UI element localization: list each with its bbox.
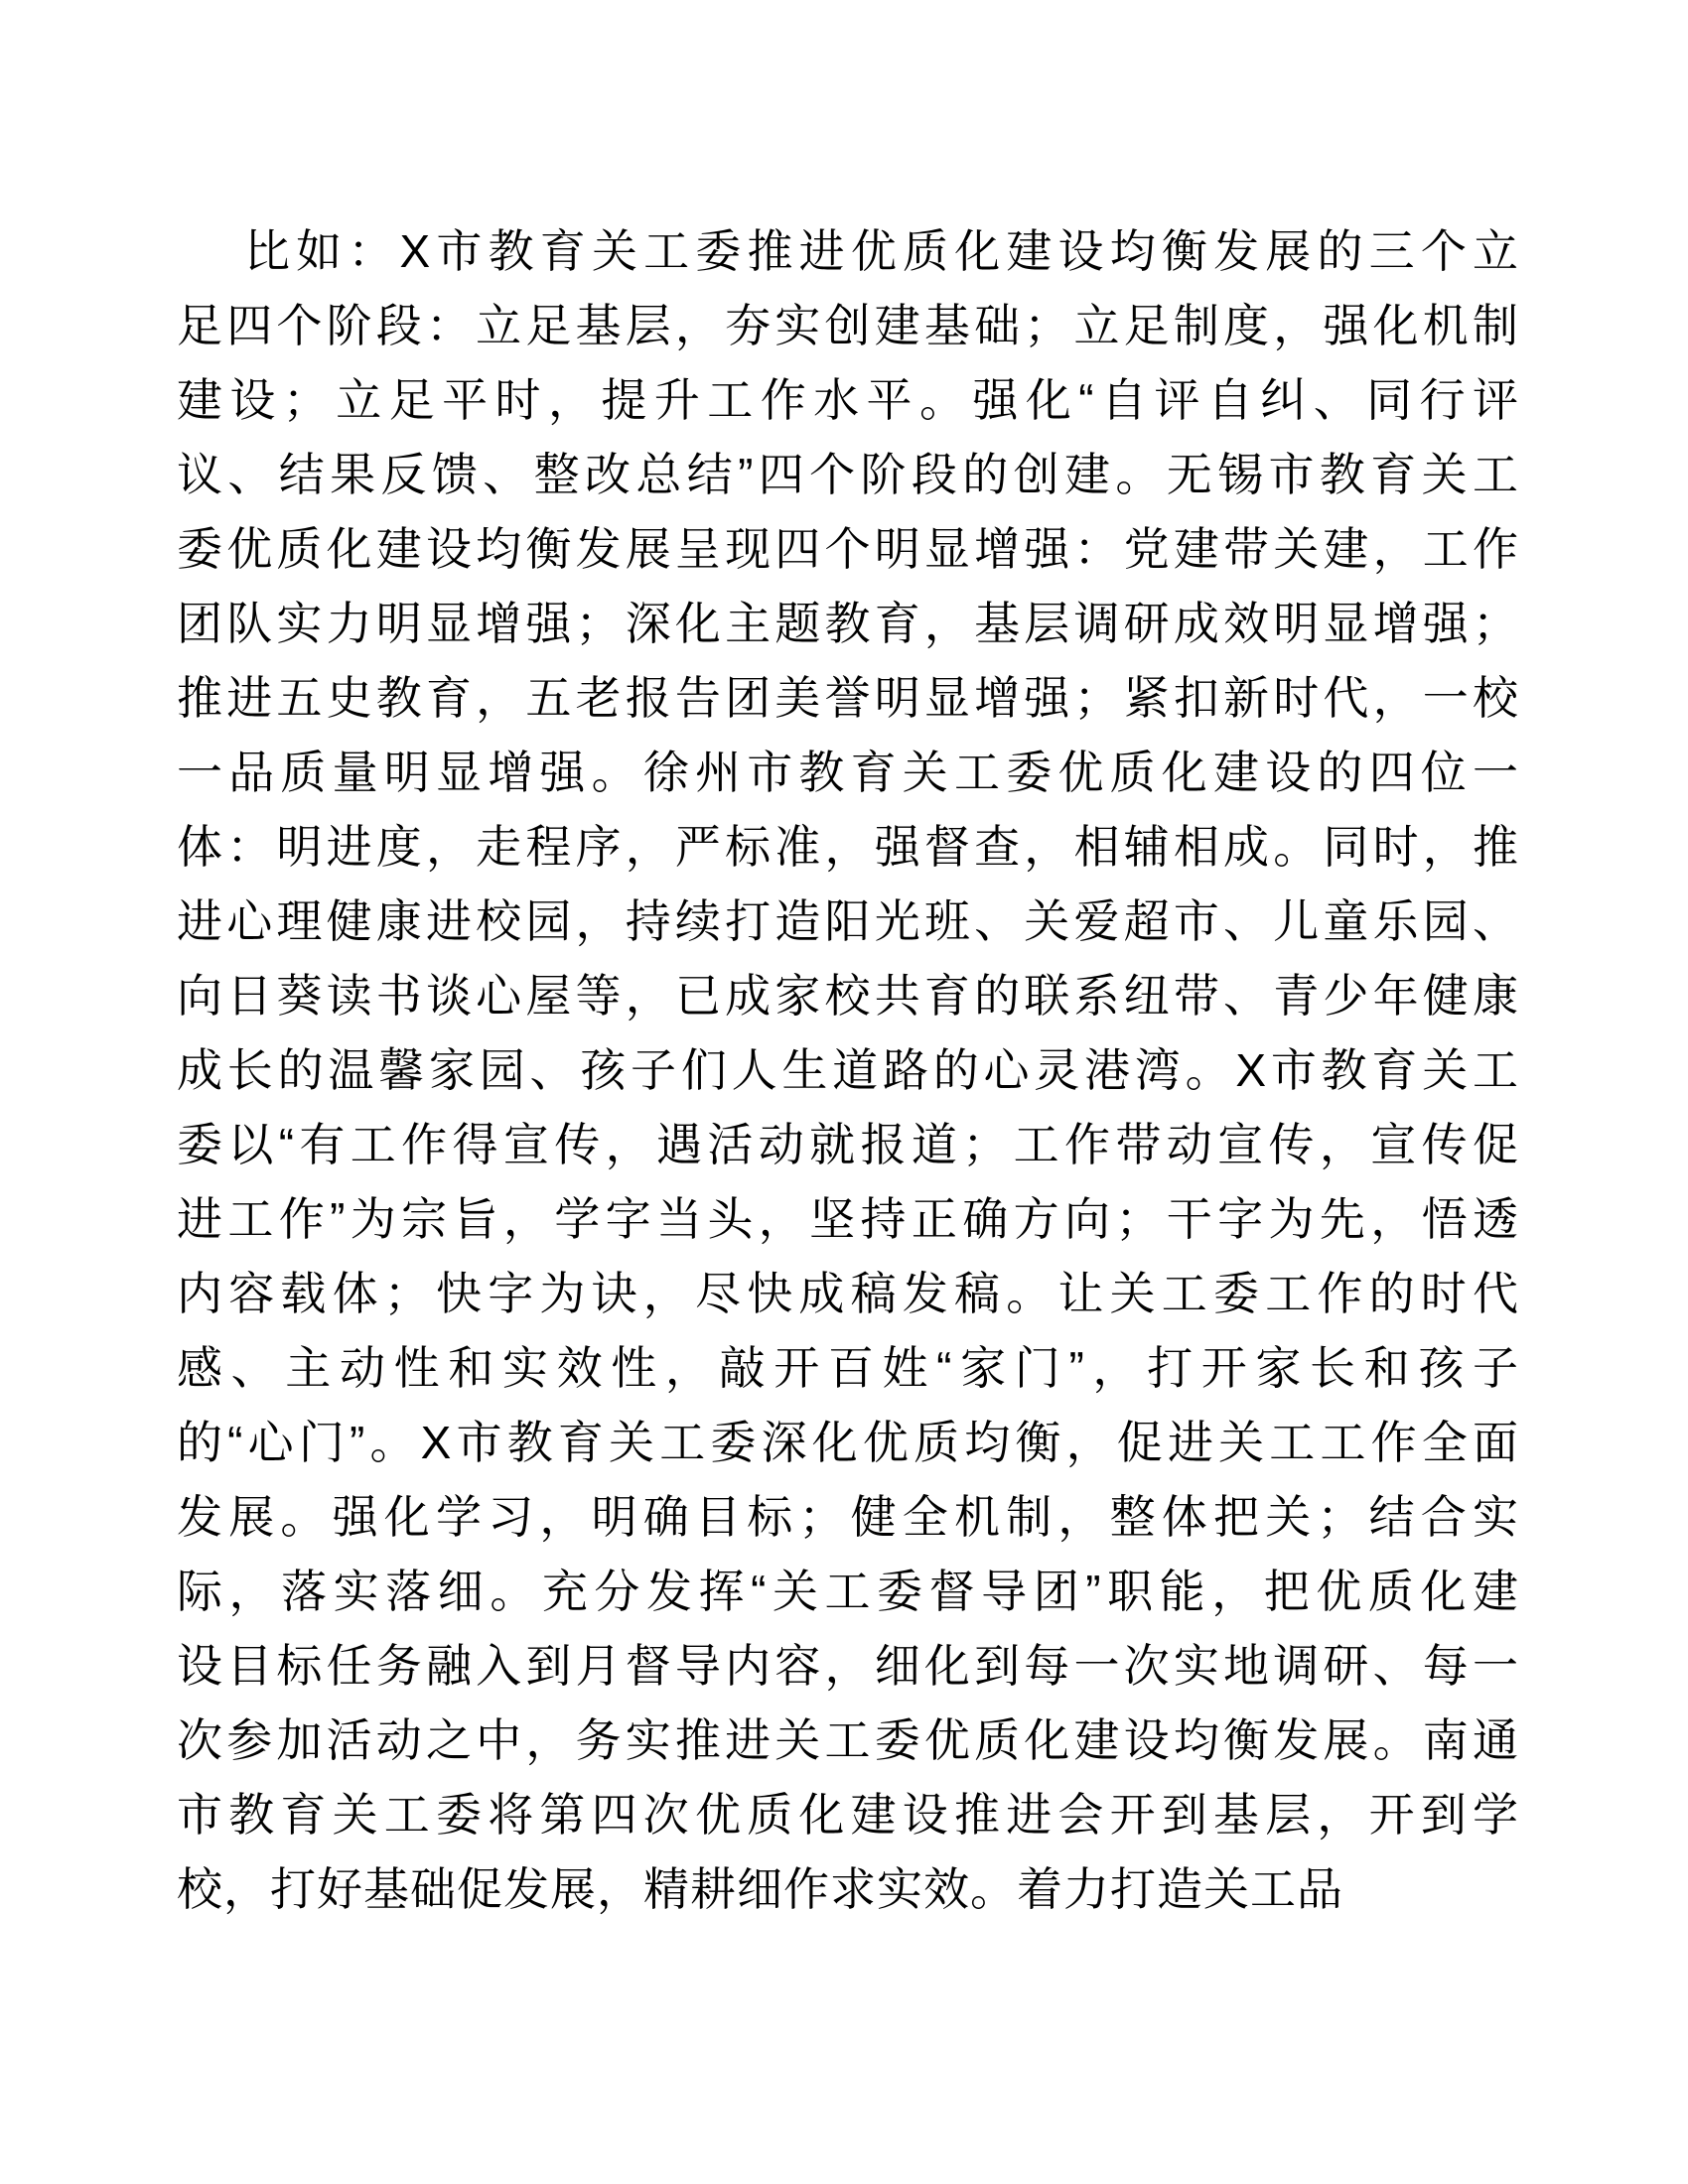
paragraph-line: 向日葵读书谈心屋等，已成家校共育的联系纽带、青少年健康	[177, 970, 1519, 1022]
paragraph-line: 推进五史教育，五老报告团美誉明显增强；紧扣新时代，一校	[177, 672, 1519, 724]
paragraph-line: 发展。强化学习，明确目标；健全机制，整体把关；结合实	[177, 1491, 1519, 1543]
paragraph-line: 议、结果反馈、整改总结”四个阶段的创建。无锡市教育关工	[177, 449, 1519, 500]
paragraph-line: 次参加活动之中，务实推进关工委优质化建设均衡发展。南通	[177, 1714, 1519, 1766]
paragraph-line: 校，打好基础促发展，精耕细作求实效。着力打造关工品	[177, 1863, 1343, 1915]
paragraph	[177, 214, 1519, 1927]
paragraph-line: 一品质量明显增强。徐州市教育关工委优质化建设的四位一	[177, 747, 1519, 798]
paragraph-line: 际，落实落细。充分发挥“关工委督导团”职能，把优质化建	[177, 1566, 1519, 1617]
paragraph-line: 进工作”为宗旨，学字当头，坚持正确方向；干字为先，悟透	[177, 1193, 1519, 1245]
paragraph-line: 市教育关工委将第四次优质化建设推进会开到基层，开到学	[177, 1789, 1519, 1841]
paragraph-line: 进心理健康进校园，持续打造阳光班、关爱超市、儿童乐园、	[177, 895, 1519, 947]
paragraph-line: 足四个阶段：立足基层，夯实创建基础；立足制度，强化机制	[177, 300, 1519, 351]
paragraph-line: 设目标任务融入到月督导内容，细化到每一次实地调研、每一	[177, 1640, 1519, 1692]
paragraph-line: 委优质化建设均衡发展呈现四个明显增强：党建带关建，工作	[177, 523, 1519, 575]
paragraph-line: 内容载体；快字为诀，尽快成稿发稿。让关工委工作的时代	[177, 1268, 1519, 1319]
paragraph-line: 的“心门”。X市教育关工委深化优质均衡，促进关工工作全面	[177, 1417, 1519, 1468]
paragraph-line: 委以“有工作得宣传，遇活动就报道；工作带动宣传，宣传促	[177, 1119, 1519, 1170]
paragraph-line: 比如：X市教育关工委推进优质化建设均衡发展的三个立	[244, 225, 1519, 277]
paragraph-line: 建设；立足平时，提升工作水平。强化“自评自纠、同行评	[177, 374, 1519, 426]
paragraph-line: 体：明进度，走程序，严标准，强督查，相辅相成。同时，推	[177, 821, 1519, 873]
paragraph-line: 团队实力明显增强；深化主题教育，基层调研成效明显增强；	[177, 598, 1519, 649]
paragraph-line: 成长的温馨家园、孩子们人生道路的心灵港湾。X市教育关工	[177, 1044, 1519, 1096]
paragraph-line: 感、主动性和实效性，敲开百姓“家门”，打开家长和孩子	[177, 1342, 1519, 1394]
